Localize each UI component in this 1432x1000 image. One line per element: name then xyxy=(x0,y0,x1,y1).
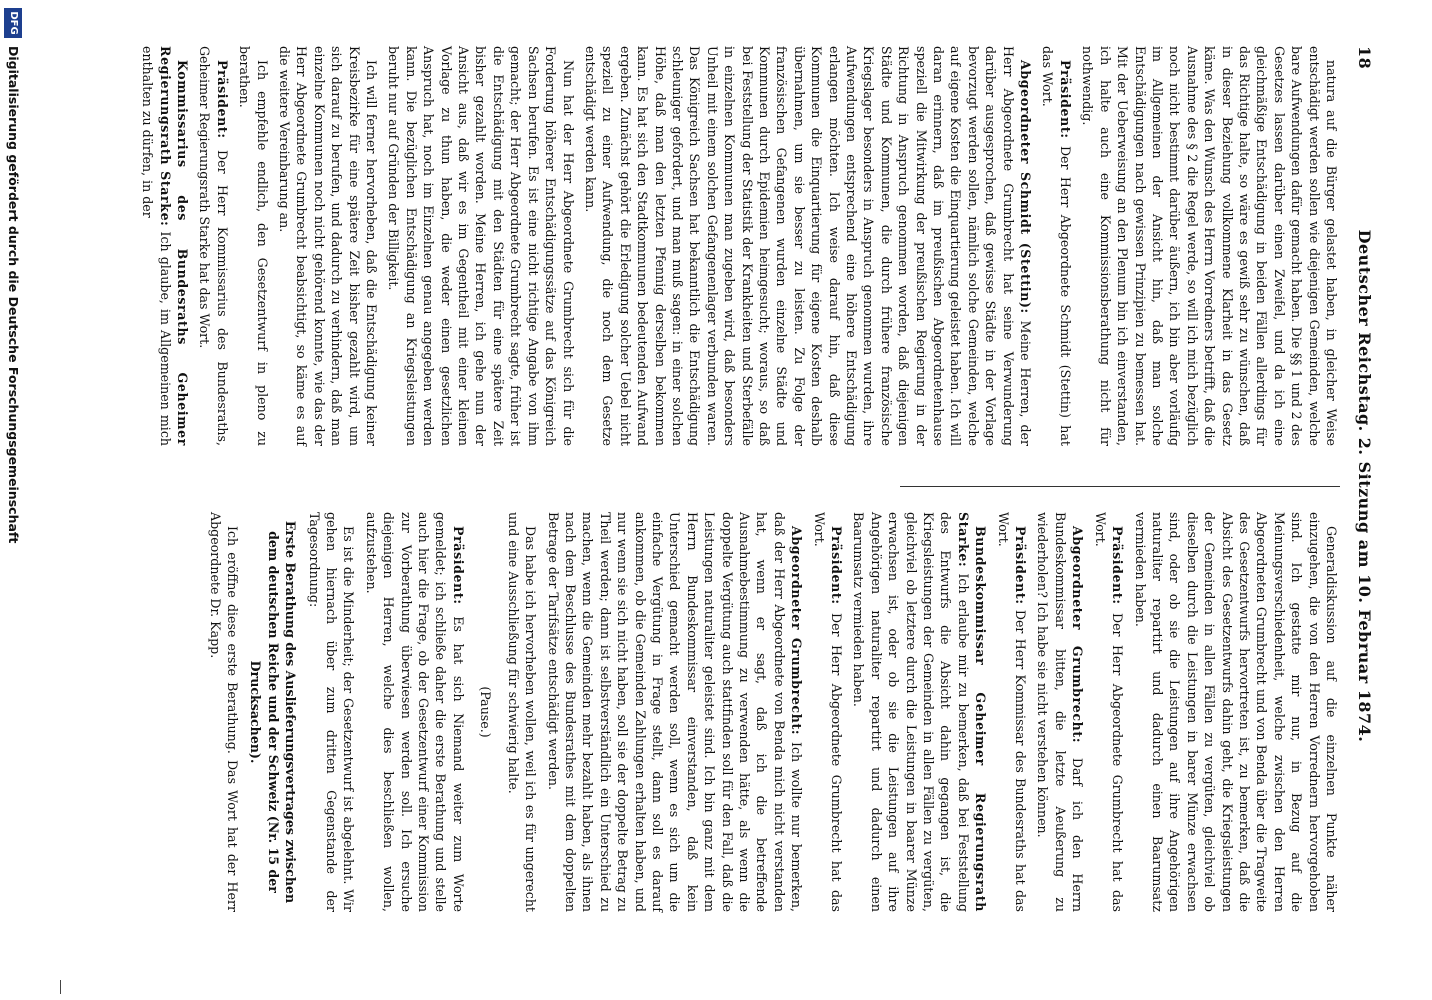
stage-direction xyxy=(477,512,494,912)
speaker-name: Kommissarius des Bundesraths Geheimer Regierungsrath Starke: xyxy=(157,46,190,446)
paragraph-text: Es ist die Minderheit; der Gesetzentwurf ist abgelehnt. Wir gehen hiernach über zum dritten Gegenstande der Tagesordnung: xyxy=(306,512,357,912)
speaker-name: Präsident: xyxy=(829,526,845,605)
paragraph-text: Es hat sich Niemand weiter zum Worte gemeldet; ich schließe daher die erste Berathung und stelle auch hier die Frage, ob der Gesetzentwurf einer Kommission zur Vorberathung überwiesen werden soll. Ich ersuche diejenigen Herren, welche dies beschließen wollen, aufzustehen. xyxy=(363,512,466,912)
speaker-name: Abgeordneter Grumbrecht: xyxy=(1070,526,1086,744)
speaker-name: Abgeordneter Grumbrecht: xyxy=(789,526,805,736)
speaker-name: Präsident: xyxy=(450,526,466,605)
speaker-name: Präsident: xyxy=(1057,60,1073,139)
paragraph xyxy=(544,512,805,912)
paragraph-text: Ich erlaube mir zu bemerken, daß bei Feststellung des Entwurfs die Absicht dahin gegangen ist, die Kriegsleistungen der Gemeinden in allen Fällen zu vergüten, gleichviel ob letztere durch die Leistungen in baarer Münze erwachsen ist, oder ob sie die Leistungen auf ihre Angehörigen naturaliter repartirt und dadurch einen Baarumsatz vermieden haben. xyxy=(851,512,971,912)
page-header xyxy=(1346,46,1374,926)
paragraph xyxy=(810,512,845,912)
paragraph xyxy=(139,46,191,446)
speaker-name: Präsident: xyxy=(1013,526,1029,605)
agenda-item-heading xyxy=(247,512,299,912)
paragraph-text: Ich empfehle endlich, den Gesetzentwurf in pleno zu berathen. xyxy=(237,46,270,446)
speaker-name: Präsident: xyxy=(214,60,230,139)
paragraph xyxy=(196,46,231,446)
paragraph-text: Generaldiskussion auf die einzelnen Punkte näher einzugehen, die von den Herren Vorrednern hervorgehoben sind. Ich gestatte mir nur, in Bezug auf die Meinungsverschiedenheit, welche zwischen den Herren Abgeordneten Grumbrecht und von Benda über die Tragweite des Gesetzentwurfs hervortreten ist, zu bemerken, daß die Absicht des Gesetzentwurfs dahin geht, die Kriegsleistungen der Gemeinden in allen Fällen zu vergüten, gleichviel ob dieselben durch die Leistungen in barer Münze erwachsen sind, oder ob sie die Leistungen auf ihre Angehörigen naturaliter repartirt und dadurch einen Baarumsatz vermieden haben. xyxy=(1132,512,1339,912)
paragraph xyxy=(1091,512,1126,912)
paragraph-text: Der Herr Abgeordnete Schmidt (Stettin) hat das Wort. xyxy=(1040,46,1073,446)
paragraph-text: Das habe ich hervorheben wollen, weil ich es für ungerecht und eine Ausschließung für schwierig halte. xyxy=(505,512,539,912)
speaker-name: Bundeskommissar Geheimer Regierungsrath Starke: xyxy=(955,512,989,912)
paragraph xyxy=(850,512,989,912)
paragraph-text: Darf ich den Herrn Bundeskommissar bitten, die letzte Aeußerung zu wiederholen? Ich habe sie nicht verstehen können. xyxy=(1035,512,1086,912)
paragraph xyxy=(1079,46,1340,446)
paragraph-text: Ich glaube, im Allgemeinen mich enthalten zu dürfen, in der xyxy=(140,46,173,446)
paragraph-text: Ich wollte nur bemerken, daß der Herr Abgeordnete von Benda mich nicht verstanden hat, wenn er sagt, daß ich die betreffende Ausnahmebestimmung zu verwenden hätte, als wenn die doppelte Vergütung auch stattfinden soll für den Fall, daß die Leistungen naturaliter geleistet sind. Ich bin ganz mit dem Herrn Bundeskommissar einverstanden, daß kein Unterschied gemacht werden soll, wenn es sich um die einfache Vergütung in Frage stellt, dann soll es darauf ankommen, ob die Gemeinden Zahlungen erhalten haben, und nur wenn sie sich nicht haben, soll sie der doppelte Betrag zu Theil werden; dann ist selbstverständlich ein Unterschied zu machen, wenn die Gemeinden mehr bezahlt haben, als ihnen nach dem Beschlusse des Bundesrathes mit dem doppelten Betrage der Tarifsätze entschädigt werden. xyxy=(545,512,805,912)
paragraph xyxy=(276,46,380,446)
paragraph xyxy=(582,46,1035,446)
paragraph-text: Erste Berathung des Auslieferungsvertrages zwischen dem deutschen Reiche und der Schweiz (Nr. 15 der Drucksachen). xyxy=(248,520,299,904)
paragraph-text: Der Herr Kommissarius des Bundesraths, Geheimer Regierungsrath Starke hat das Wort. xyxy=(197,46,230,446)
paragraph-text: Der Herr Abgeordnete Grumbrecht hat das Wort. xyxy=(811,512,845,912)
paragraph xyxy=(1039,46,1074,446)
paragraph-text: natura auf die Bürger gelastet haben, in gleicher Weise entschädigt werden sollen wie diejenigen Gemeinden, welche bare Aufwendungen dafür gemacht haben. Die §§ 1 und 2 des Gesetzes lassen darüber einen Zweifel, und da ich eine gleichmäßige Entschädigung in beiden Fällen allerdings für das Richtige halte, so wäre es gewiß sehr zu wünschen, daß in dieser Beziehung vollkommene Klarheit in das Gesetz käme. Was den Wunsch des Herrn Vorredners betrifft, daß die Ausnahme des § 2 die Regel werde, so will ich mich bezüglich noch nicht bestimmt darüber äußern, ich bin aber vorläufig im Allgemeinen der Ansicht hin, daß man solche Entschädigungen nach gewissen Prinzipien zu bemessen hat. Mit der Ueberweisung an den Plenum bin ich einverstanden, ich halte auch eine Kommissionsberathung nicht für nothwendig. xyxy=(1080,46,1339,446)
paragraph xyxy=(236,46,271,446)
paragraph xyxy=(504,512,539,912)
paragraph-text: Ich will ferner hervorheben, daß die Entschädigung keiner Kreisbezirke für eine spätere Zeit bisher gezahlt wird, um sich darauf zu berufen, und dadurch zu verhindern, daß man einzelne Kommunen noch nicht gehörend konnte, wie das der Herr Abgeordnete Grumbrecht beabsichtigt, so käme es auf die weitere Vereinbarung an. xyxy=(277,46,380,446)
page-number: 18 xyxy=(1355,46,1374,70)
paragraph-text: Der Herr Kommissar des Bundesraths hat das Wort. xyxy=(995,512,1029,912)
margin-dash xyxy=(60,980,61,994)
column-divider xyxy=(900,486,1340,487)
paragraph xyxy=(994,512,1029,912)
paragraph xyxy=(1034,512,1086,912)
running-title: Deutscher Reichstag. 2. Sitzung am 10. Februar 1874. xyxy=(1355,229,1374,743)
paragraph xyxy=(362,512,466,912)
dfg-logo: DFG xyxy=(4,8,22,38)
paragraph-text: Meine Herren, der Herr Abgeordnete Grumbrecht hat seine Verwunderung darüber ausgesprochen, daß gewisse Städte in der Vorlage bevorzugt werden sollen, nämlich solche Gemeinden, welche auf eigene Kosten die Einquartierung geleistet haben. Ich will daran erinnern, daß im preußischen Abgeordnetenhause speziell die Mitwirkung der preußischen Regierung in der Richtung in Anspruch genommen worden, daß diejenigen Städte und Kommunen, die durch frühere französische Kriegslager besonders in Anspruch genommen wurden, ihre Aufwendungen entsprechend eine höhere Entschädigung erlangen möchten. Ich weise darauf hin, daß diese Kommunen die Einquartierung für eigene Kosten deshalb übernahmen, um sie besser zu leisten. Zu Folge der französischen Gefangenen wurden einzelne Städte und Kommunen durch Epidemien heimgesucht; woraus, so daß bei Feststellung der Statistik der Krankheiten und Sterbefälle in einzelnen Kommunen man zugeben wird, daß besonders Unheil mit einem solchen Gefangenenlager verbunden waren. Das Königreich Sachsen hat bekanntlich die Entschädigung schleuniger gefordert, und man muß sagen: in einer solchen Höhe, daß man den letzten Pfennig derselben bekommen kann. Es hat sich den Stadtkommunen bedeutenden Aufwand ergeben. Zunächst gehört die Erledigung solcher Uebel nicht speziell zu einer Aufwendung, die noch dem Gesetze entschädigt werden kann. xyxy=(582,46,1034,446)
right-text-column xyxy=(201,512,1340,912)
paragraph xyxy=(385,46,576,446)
paragraph xyxy=(206,512,241,912)
speaker-name: Präsident: xyxy=(1110,526,1126,605)
speaker-name: Abgeordneter Schmidt (Stettin): xyxy=(1018,60,1034,314)
paragraph xyxy=(1131,512,1340,912)
paragraph-text: (Pause.) xyxy=(478,686,494,738)
digitization-credit xyxy=(0,0,26,1000)
left-text-column xyxy=(134,46,1340,446)
credit-text: Digitalisierung gefördert durch die Deutsche Forschungsgemeinschaft xyxy=(6,46,21,544)
paragraph-text: Der Herr Abgeordnete Grumbrecht hat das Wort. xyxy=(1092,512,1126,912)
paragraph-text: Ich eröffne diese erste Berathung. Das Wort hat der Herr Abgeordnete Dr. Kapp. xyxy=(207,512,241,912)
paragraph xyxy=(305,512,357,912)
paragraph-text: Nun hat der Herr Abgeordnete Grumbrecht sich für die Forderung höherer Entschädigungssätze auf das Königreich Sachsen berufen. Es ist eine nicht richtige Angabe von ihm gemacht; der Herr Abgeordnete Grumbrecht sagte, früher ist die Entschädigung mit den Städten für eine spätere Zeit bisher gezahlt worden. Meine Herren, ich gehe nun der Ansicht aus, daß wir es im Gegentheil mit einer kleinen Vorlage zu thun haben, die weder einen gesetzlichen Anspruch hat, noch im Einzelnen genau angegeben werden kann. Die bezüglichen Entschädigung an Kriegsleistungen beruht nur auf Gründen der Billigkeit. xyxy=(386,46,576,446)
